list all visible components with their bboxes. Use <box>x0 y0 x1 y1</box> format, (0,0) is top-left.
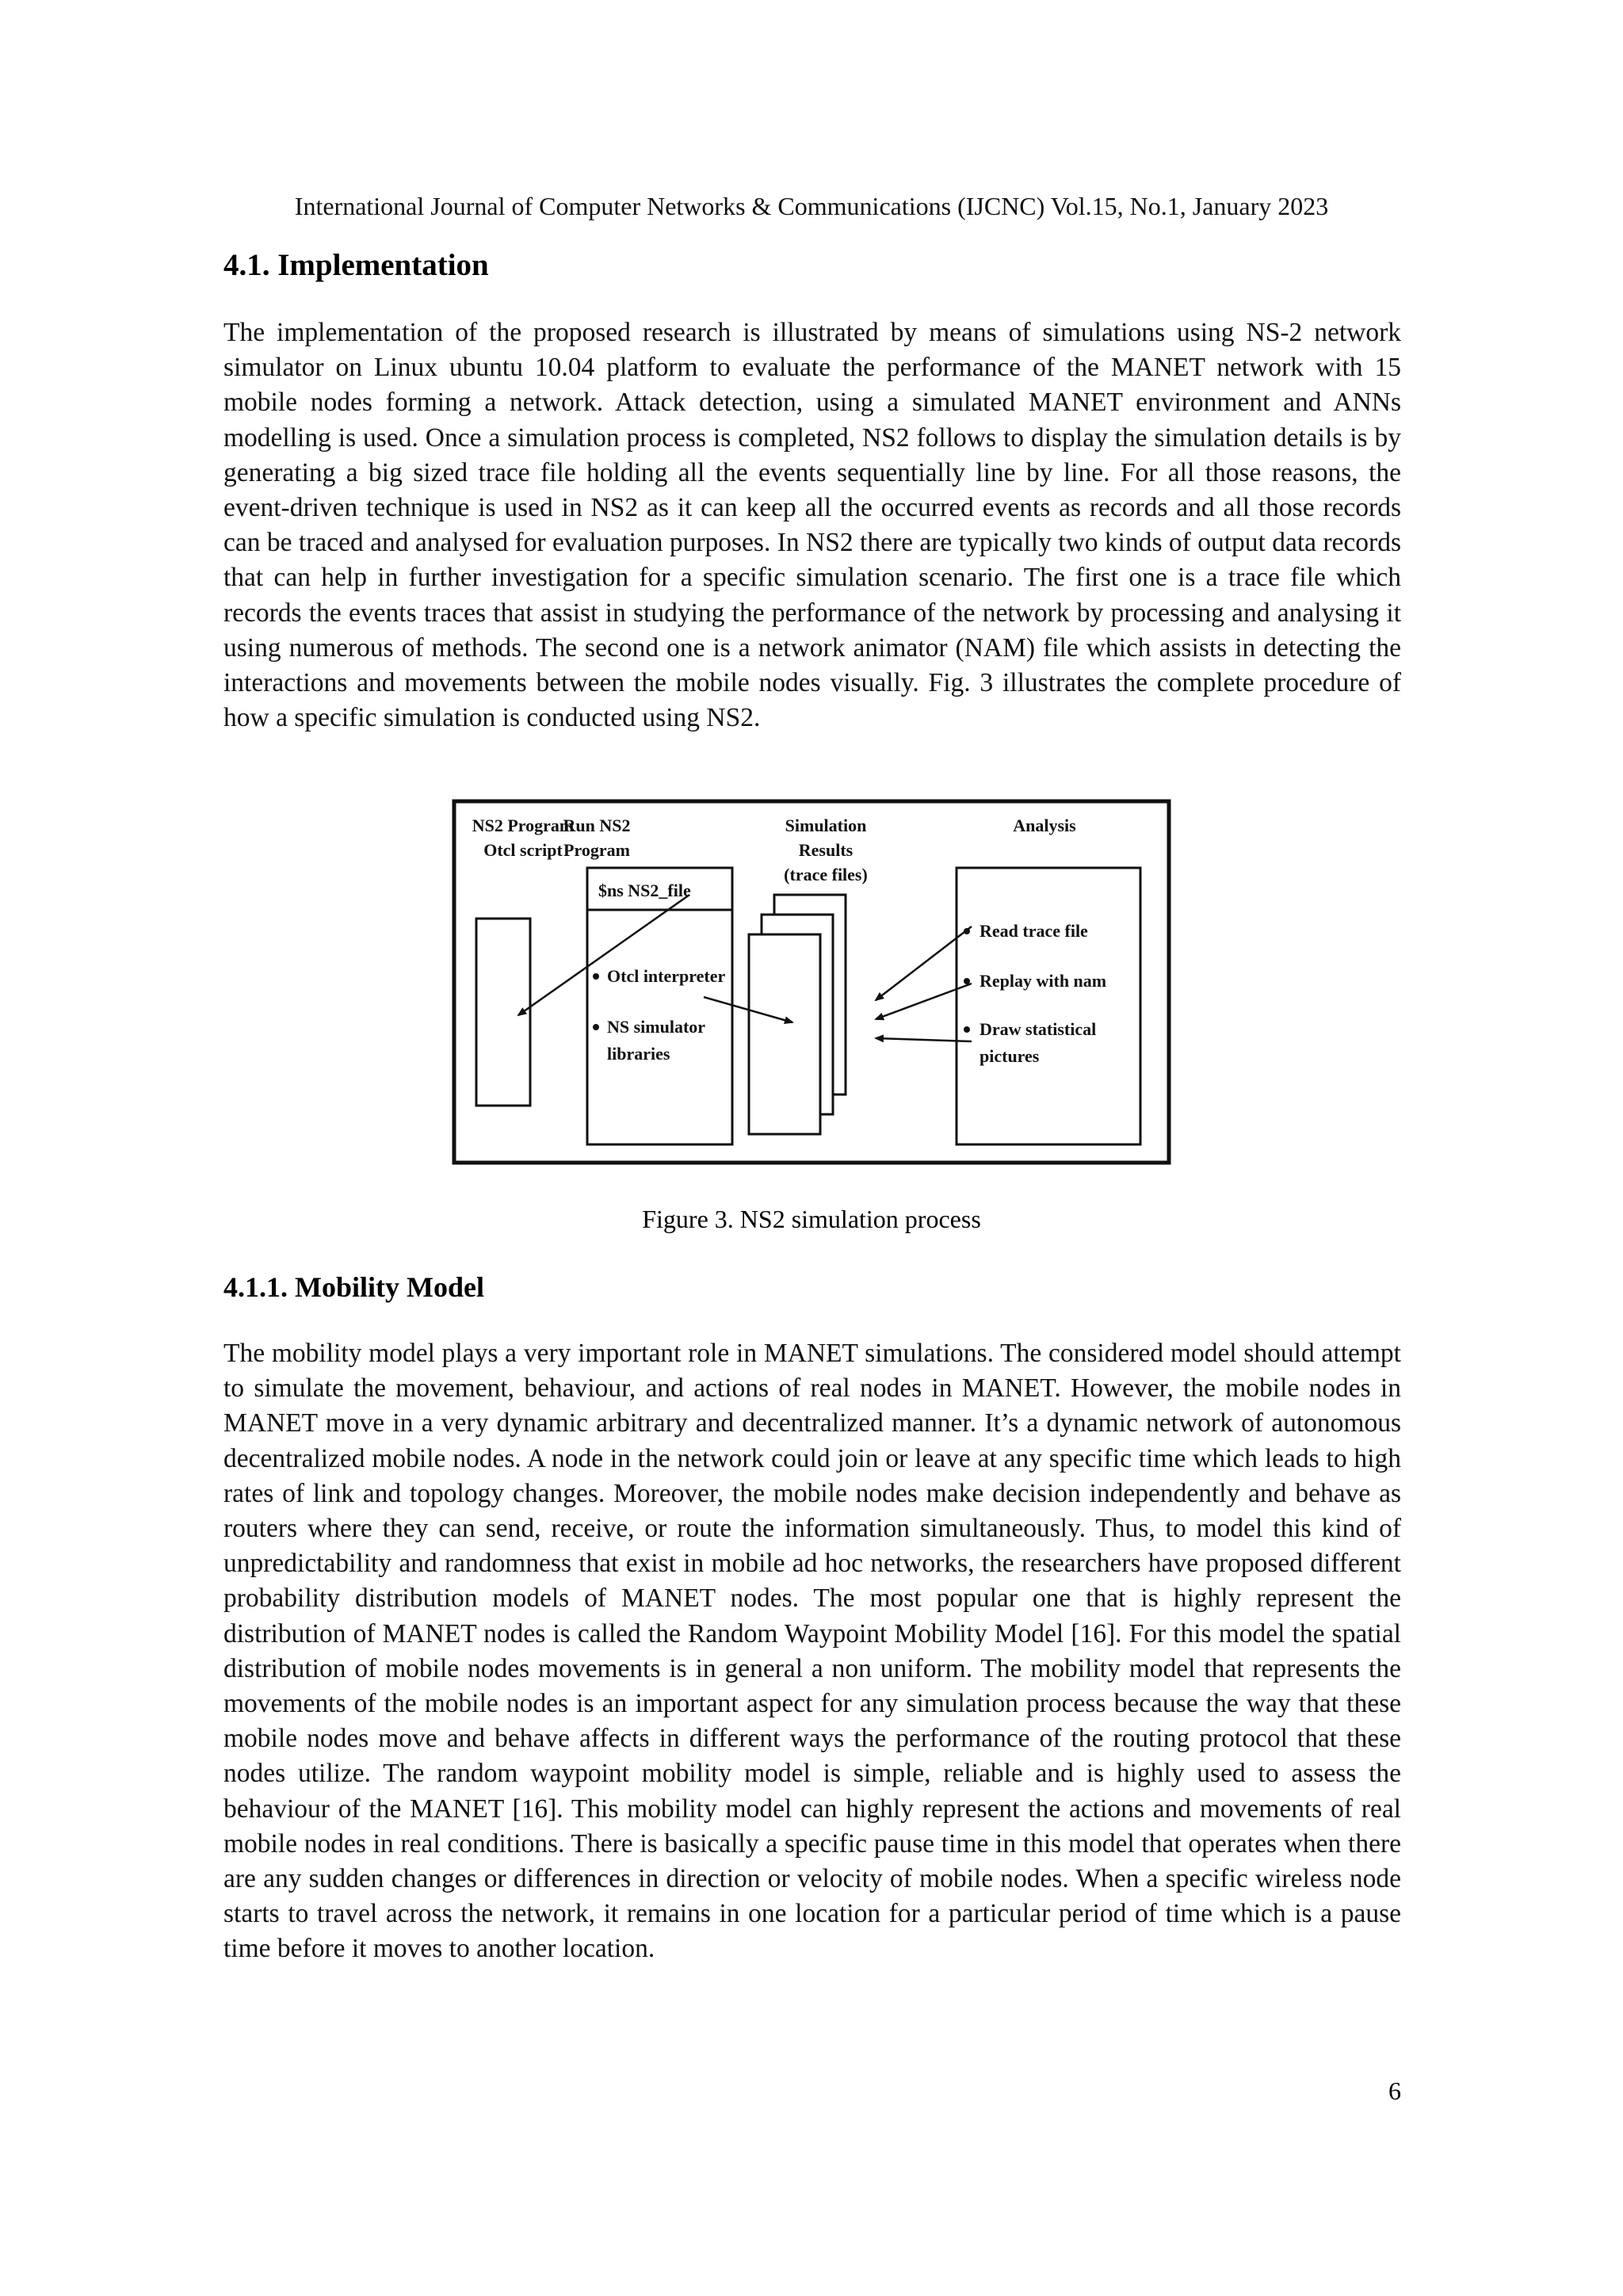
col3-title-line3: (trace files) <box>784 865 868 884</box>
ns2-process-diagram <box>452 799 1171 1165</box>
section-heading: 4.1. Implementation <box>223 248 489 282</box>
bullet-icon <box>593 973 599 980</box>
col2-title-line2: Program <box>563 840 630 860</box>
page-number: 6 <box>1388 2076 1401 2105</box>
subsection-heading: 4.1.1. Mobility Model <box>223 1271 484 1303</box>
col4-item-pictures: pictures <box>980 1046 1040 1066</box>
col2-title-line1: Run NS2 <box>563 816 631 835</box>
bullet-icon <box>964 978 970 984</box>
col4-title: Analysis <box>1013 816 1076 835</box>
figure-caption: Figure 3. NS2 simulation process <box>642 1205 981 1233</box>
running-header: International Journal of Computer Networks & Communications (IJCNC) Vol.15, No.1, January 2023 <box>294 192 1329 220</box>
col1-title-line1: NS2 Program <box>472 816 575 835</box>
trace-file-front <box>749 934 820 1134</box>
figure-ns2-simulation-process <box>452 799 1171 1165</box>
col4-item-replay-nam: Replay with nam <box>980 971 1107 991</box>
col1-title-line2: Otcl script <box>483 840 563 860</box>
col4-item-draw-statistical: Draw statistical <box>980 1019 1097 1039</box>
col3-title-line1: Simulation <box>785 816 867 835</box>
col4-item-read-trace: Read trace file <box>980 921 1088 941</box>
ns-command-text: $ns NS2_file <box>598 881 691 900</box>
col2-item-libraries: libraries <box>607 1044 670 1064</box>
bullet-icon <box>593 1024 599 1030</box>
col2-item-otcl-interpreter: Otcl interpreter <box>607 966 726 986</box>
implementation-paragraph: The implementation of the proposed research is illustrated by means of simulations using NS-2 network simulator on Linux ubuntu 10.04 platform to evaluate the performance of the MANET network with 15 mobile nodes forming a network. Attack detection, using a simulated MANET environment and ANNs modelling is used. Once a simulation process is completed, NS2 follows to display the simulation details is by generating a big sized trace file holding all the events sequentially line by line. For all those reasons, the event-driven technique is used in NS2 as it can keep all the occurred events as records and all those records can be traced and analysed for evaluation purposes. In NS2 there are typically two kinds of output data records that can help in further investigation for a specific simulation scenario. The first one is a trace file which records the events traces that assist in studying the performance of the network by processing and analysing it using numerous of methods. The second one is a network animator (NAM) file which assists in detecting the interactions and movements between the mobile nodes visually. Fig. 3 illustrates the complete procedure of how a specific simulation is conducted using NS2. <box>223 318 1401 733</box>
mobility-model-paragraph: The mobility model plays a very important role in MANET simulations. The considered model should attempt to simulate the movement, behaviour, and actions of real nodes in MANET. However, the mobile nodes in MANET move in a very dynamic arbitrary and decentralized manner. It’s a dynamic network of autonomous decentralized mobile nodes. A node in the network could join or leave at any specific time which leads to high rates of link and topology changes. Moreover, the mobile nodes make decision independently and behave as routers where they can send, receive, or route the information simultaneously. Thus, to model this kind of unpredictability and randomness that exist in mobile ad hoc networks, the researchers have proposed different probability distribution models of MANET nodes. The most popular one that is highly represent the distribution of MANET nodes is called the Random Waypoint Mobility Model [16]. For this model the spatial distribution of mobile nodes movements is in general a non uniform. The mobility model that represents the movements of the mobile nodes is an important aspect for any simulation process because the way that these mobile nodes move and behave affects in different ways the performance of the routing protocol that these nodes utilize. The random waypoint mobility model is simple, reliable and is highly used to assess the behaviour of the MANET [16]. This mobility model can highly represent the actions and movements of real mobile nodes in real conditions. There is basically a specific pause time in this model that operates when there are any sudden changes or differences in direction or velocity of mobile nodes. When a specific wireless node starts to travel across the network, it remains in one location for a particular period of time which is a pause time before it moves to another location. <box>223 1339 1401 1964</box>
col3-title-line2: Results <box>798 840 854 860</box>
bullet-icon <box>964 1026 970 1033</box>
col2-item-ns-simulator: NS simulator <box>607 1017 706 1037</box>
